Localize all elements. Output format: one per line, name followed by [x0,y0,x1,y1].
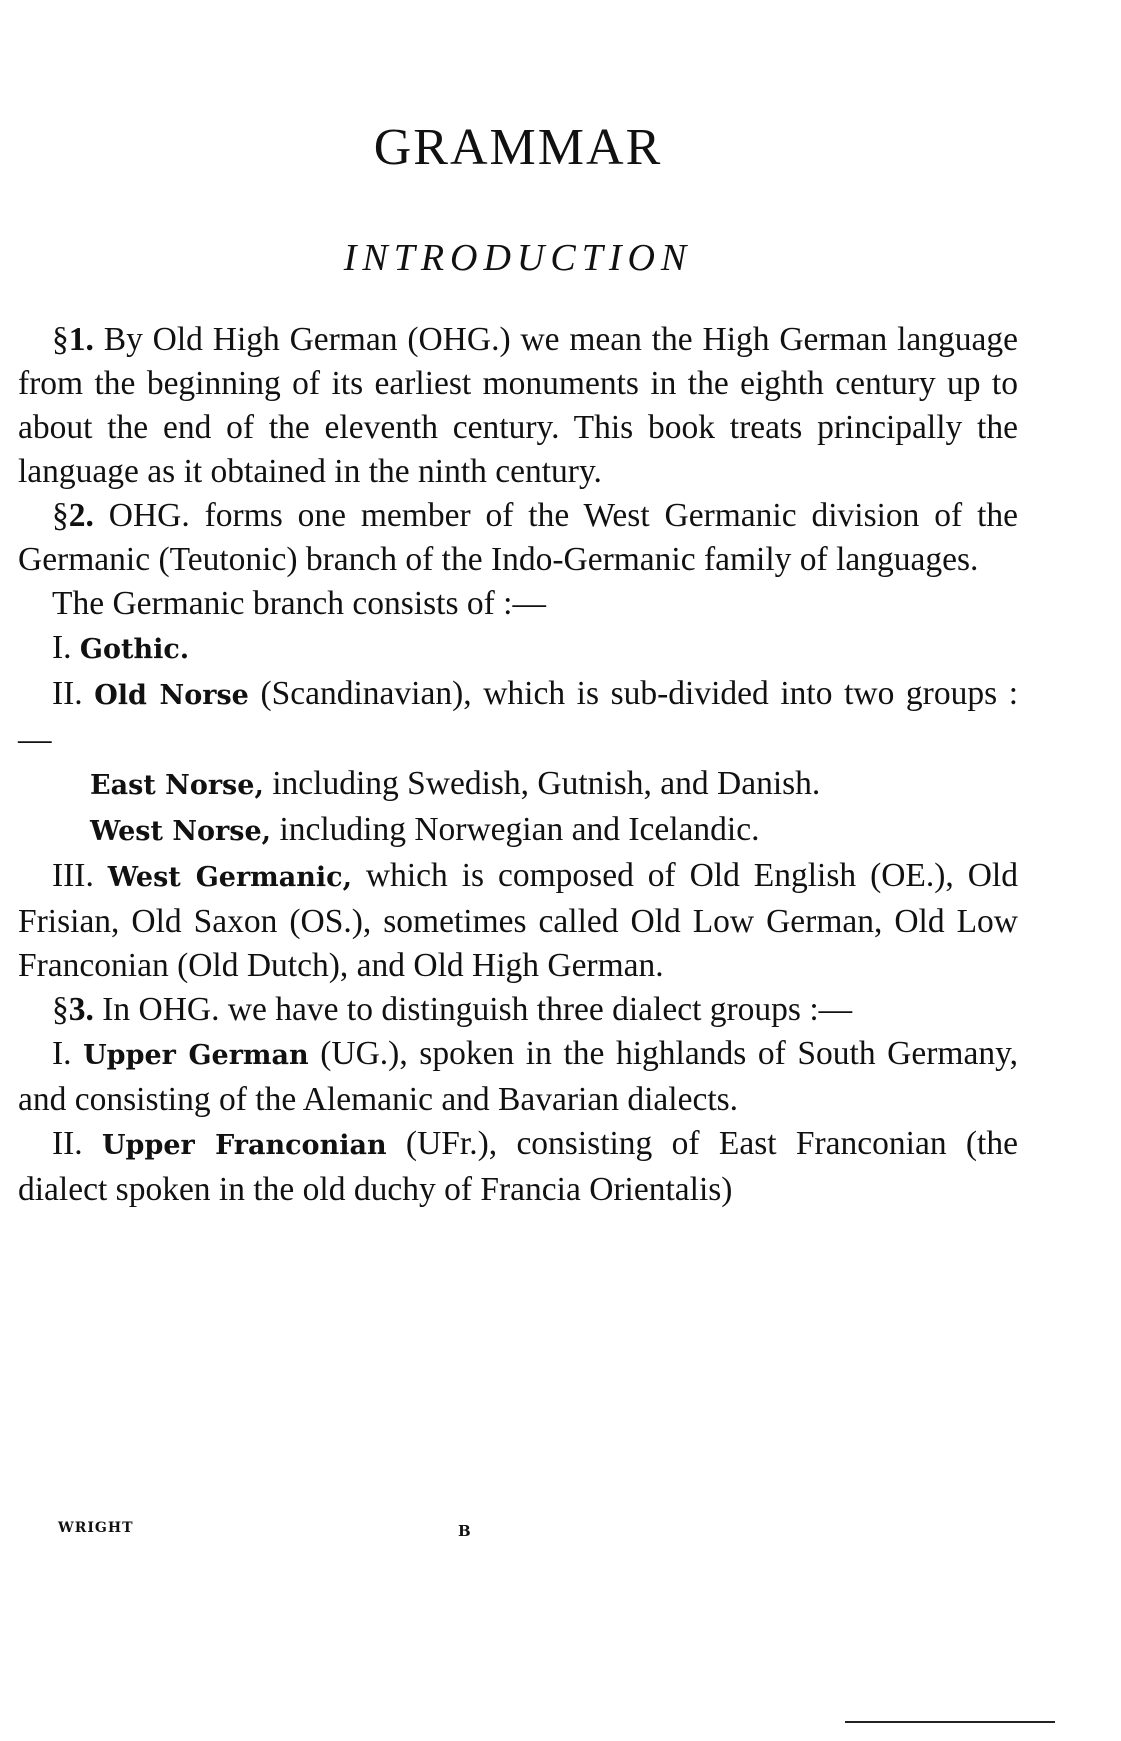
item-numeral: I. [52,629,72,666]
section-heading: INTRODUCTION [343,237,693,279]
item-term: West Germanic, [107,862,352,893]
list-item-upper-franconian [18,1122,1018,1212]
body-text [18,318,1018,1212]
paragraph-text: The Germanic branch consists of :— [52,585,546,622]
item-term: West Norse, [90,816,272,847]
sheet-letter: B [458,1522,471,1540]
paragraph-1 [18,318,1018,494]
item-text: including Swedish, Gutnish, and Danish. [272,765,821,802]
page-footer [18,1520,1018,1550]
item-numeral: II. [52,675,83,712]
item-text: which is composed of Old English (OE.), Old Frisian, Old Saxon (OS.), sometimes called Old Low German, Old Low Franconian (Old Dutch), and Old High German. [18,857,1018,984]
paragraph-text: In OHG. we have to distinguish three dialect groups :— [102,991,853,1028]
edge-rule [845,1721,1055,1723]
paragraph-text: By Old High German (OHG.) we mean the High German language from the beginning of its earliest monuments in the eighth century up to about the end of the eleventh century. This book treats principally the language as it obtained in the ninth century. [18,321,1018,490]
item-numeral: III. [52,857,94,894]
item-text: including Norwegian and Icelandic. [279,811,760,848]
section-mark: § [52,991,69,1028]
section-number: 2. [68,497,94,534]
item-term: Gothic. [79,634,190,665]
item-text: (UG.), spoken in the highlands of South Germany, and consisting of the Alemanic and Bavarian dialects. [18,1035,1019,1118]
item-term: Upper German [83,1040,309,1071]
item-numeral: II. [52,1125,83,1162]
item-term: Old Norse [94,680,249,711]
section-mark: § [52,321,69,358]
list-item-old-norse [18,672,1018,762]
list-item-west-germanic [18,854,1018,988]
list-item-upper-german [18,1032,1018,1122]
paragraph-2 [18,494,1018,582]
section-mark: § [52,497,69,534]
item-numeral: I. [52,1035,72,1072]
paragraph-4 [18,988,1018,1032]
printer-signature: WRIGHT [58,1520,134,1536]
paragraph-text: OHG. forms one member of the West Germanic division of the Germanic (Teutonic) branch of the Indo-Germanic family of languages. [18,497,1019,578]
page-title: GRAMMAR [373,119,663,176]
sub-item-west-norse [18,808,1018,854]
section-number: 3. [68,991,94,1028]
item-term: East Norse, [90,770,264,801]
section-number: 1. [68,321,94,358]
paragraph-3 [18,582,1018,626]
item-term: Upper Franconian [102,1130,387,1161]
sub-item-east-norse [18,762,1018,808]
item-text: (Scandinavian), which is sub-divided into two groups :— [18,675,1018,758]
item-text: (UFr.), consisting of East Franconian (the dialect spoken in the old duchy of Francia Orientalis) [18,1125,1018,1208]
list-item-gothic [18,626,1018,672]
